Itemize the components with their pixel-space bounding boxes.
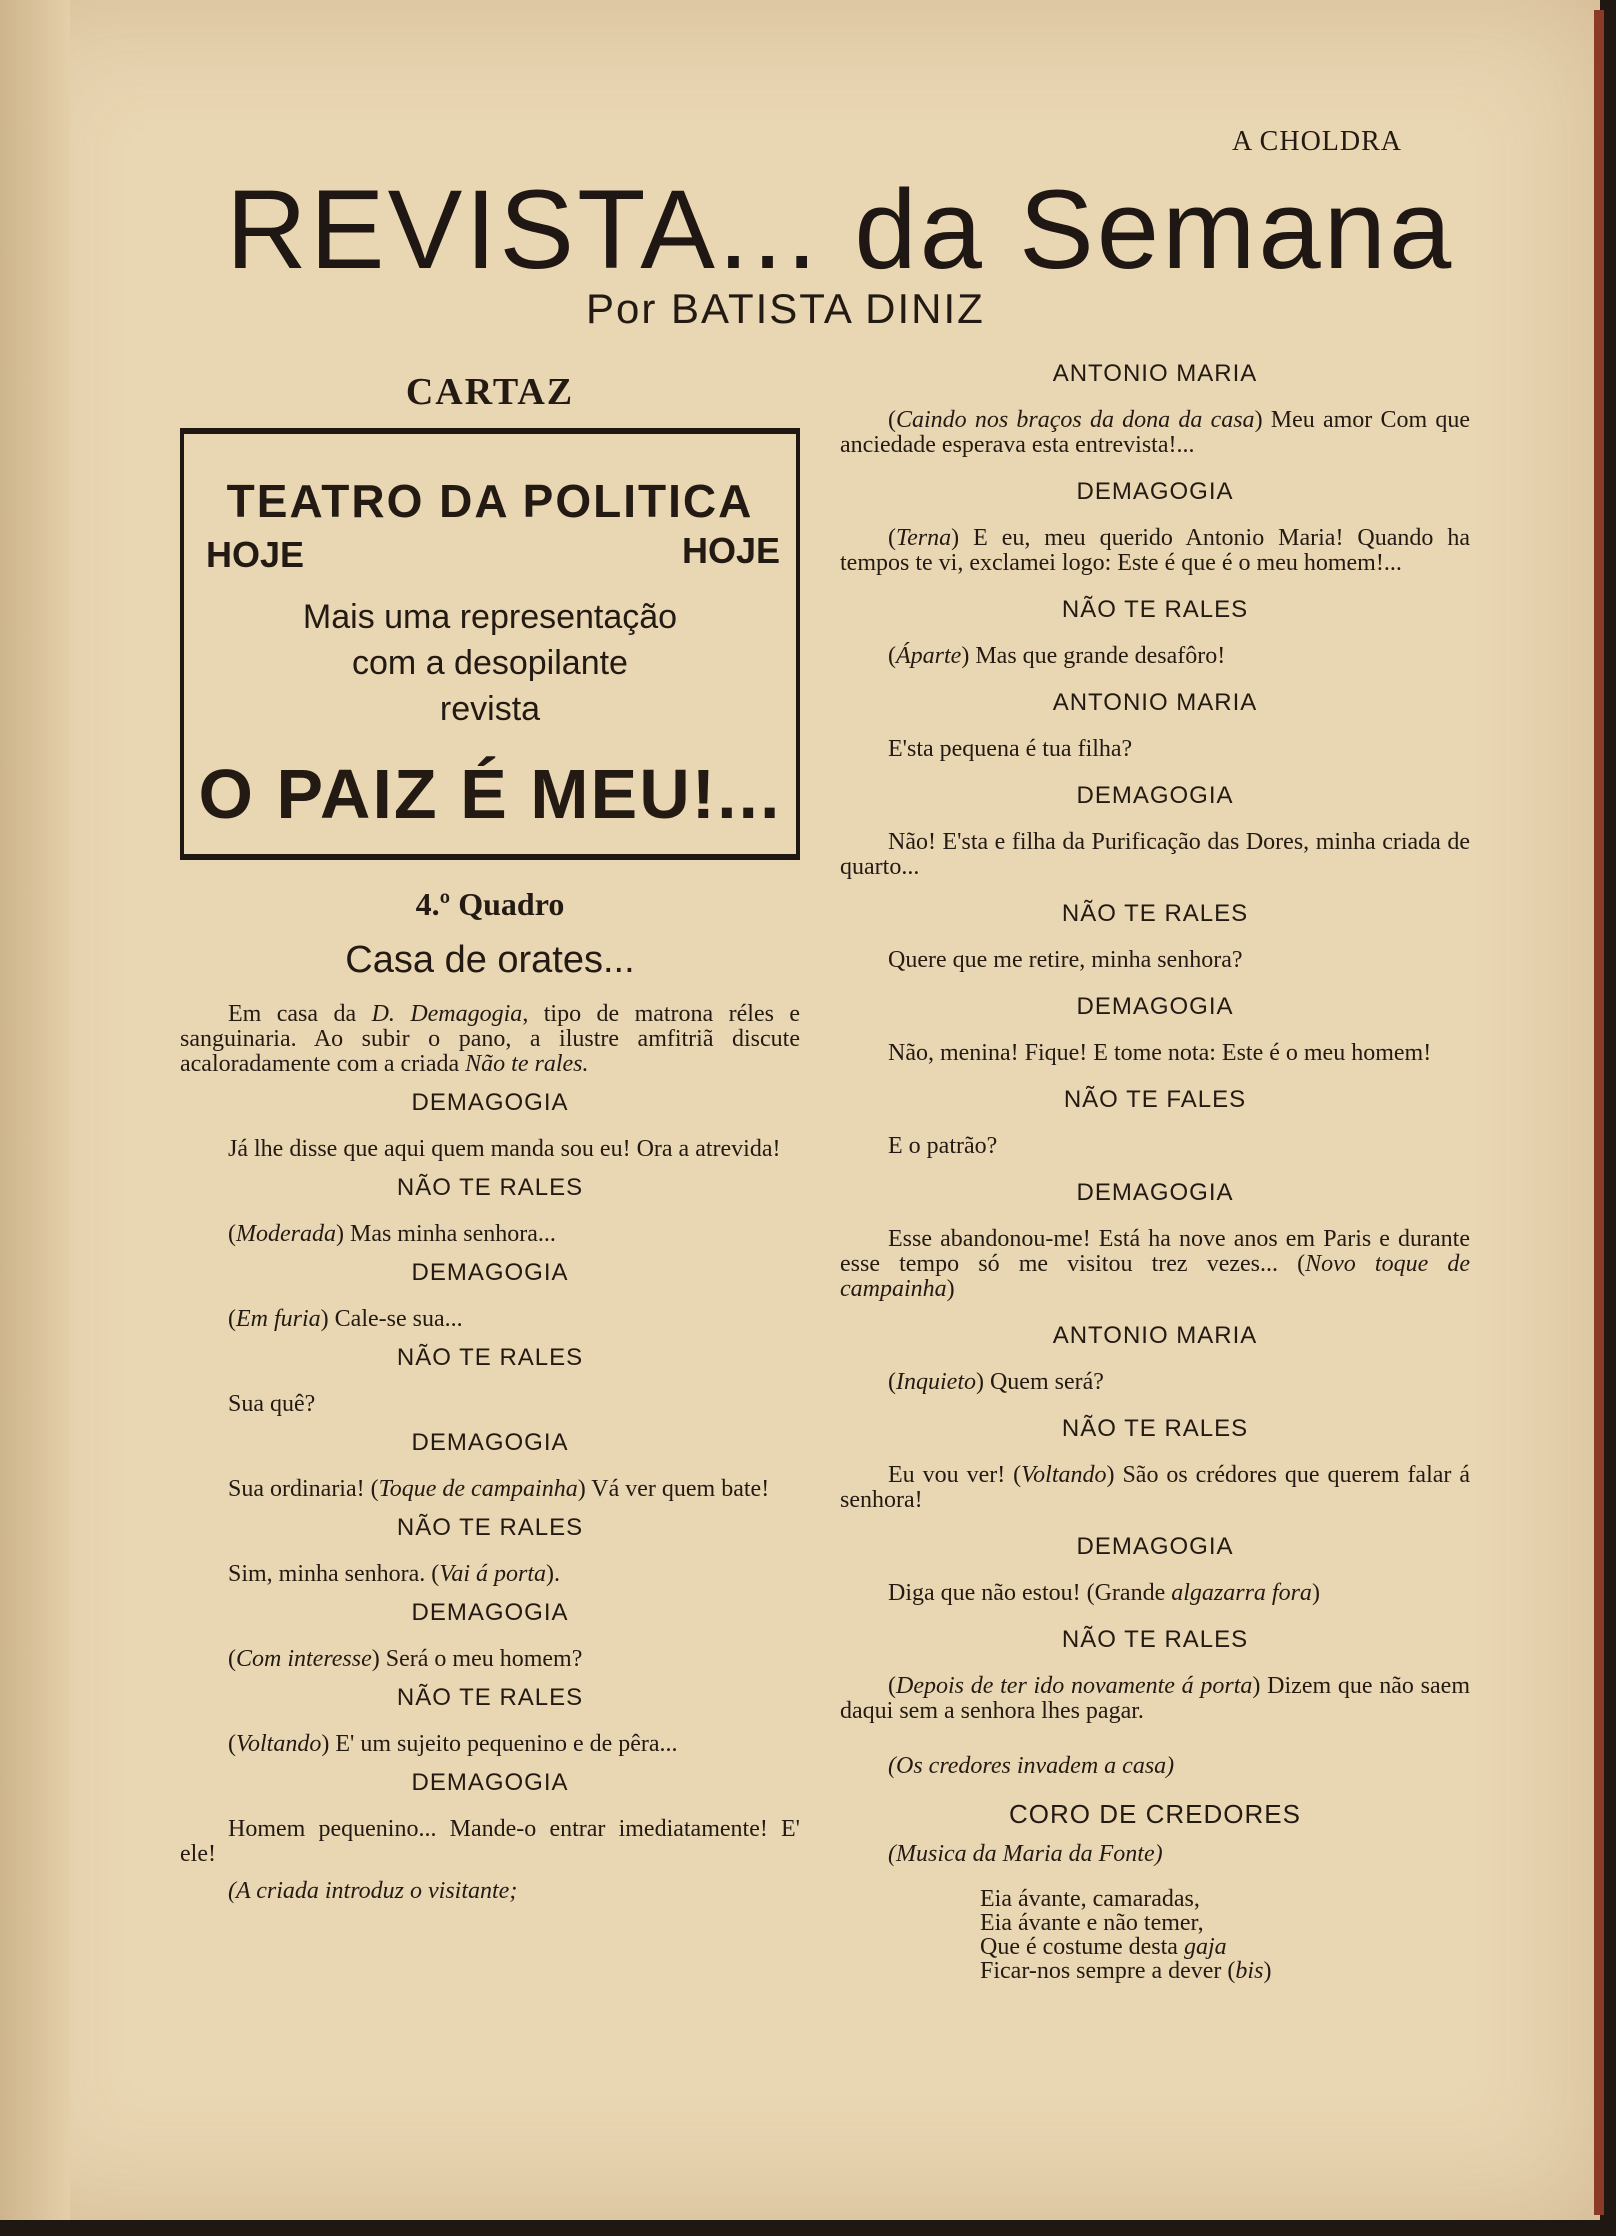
character-name: DEMAGOGIA xyxy=(1076,993,1234,1020)
poster-play-title: O PAIZ É MEU!... xyxy=(198,755,782,833)
verse-line: Ficar-nos sempre a dever (bis) xyxy=(980,1958,1272,1984)
character-name: CORO DE CREDORES xyxy=(1009,1799,1301,1829)
right-dialogue xyxy=(840,360,1470,1983)
dialogue-line: Já lhe disse que aqui quem manda sou eu! Ora a atrevida! xyxy=(228,1136,781,1162)
publication-name: A CHOLDRA xyxy=(1232,126,1403,157)
dialogue-line: (Caindo nos braços da dona da casa) Meu amor Com que anciedade esperava esta entrevista!... xyxy=(840,407,1470,458)
dialogue-line: E o patrão? xyxy=(888,1133,998,1159)
character-name: NÃO TE RALES xyxy=(396,1684,584,1711)
character-name: NÃO TE RALES xyxy=(1061,1626,1249,1653)
dialogue-line: Não, menina! Fique! E tome nota: Este é o meu homem! xyxy=(888,1040,1432,1066)
character-name: DEMAGOGIA xyxy=(411,1259,569,1286)
character-name: NÃO TE RALES xyxy=(1061,1415,1249,1442)
character-name: NÃO TE RALES xyxy=(396,1514,584,1541)
character-name: DEMAGOGIA xyxy=(1076,1179,1234,1206)
dialogue-line: (Depois de ter ido novamente á porta) Dizem que não saem daqui sem a senhora lhes pagar. xyxy=(840,1673,1470,1724)
character-name: ANTONIO MARIA xyxy=(1052,689,1258,716)
poster-today-left: HOJE xyxy=(206,534,305,575)
verse-line: Eia ávante e não temer, xyxy=(980,1910,1204,1936)
chorus-verse xyxy=(840,1887,1470,1983)
article-byline: Por BATISTA DINIZ xyxy=(586,285,985,332)
theatre-poster xyxy=(180,428,800,860)
right-column xyxy=(840,360,1470,1983)
verse-line: Que é costume desta gaja xyxy=(980,1934,1227,1960)
character-name: NÃO TE RALES xyxy=(1061,900,1249,927)
dialogue-line: Homem pequenino... Mande-o entrar imediatamente! E' ele! xyxy=(180,1816,800,1867)
dialogue-line: Sim, minha senhora. (Vai á porta). xyxy=(228,1561,560,1587)
character-name: ANTONIO MARIA xyxy=(1052,1322,1258,1349)
dialogue-line: Esse abandonou-me! Está ha nove anos em Paris e durante esse tempo só me visitou trez vezes... (Novo toque de campainha) xyxy=(840,1226,1470,1302)
music-direction: (Musica da Maria da Fonte) xyxy=(888,1841,1163,1867)
character-name: DEMAGOGIA xyxy=(1076,1533,1234,1560)
character-name: NÃO TE RALES xyxy=(396,1174,584,1201)
dialogue-line: Não! E'sta e filha da Purificação das Dores, minha criada de quarto... xyxy=(840,829,1470,880)
character-name: DEMAGOGIA xyxy=(411,1429,569,1456)
character-name: ANTONIO MARIA xyxy=(1052,360,1258,387)
dialogue-line: E'sta pequena é tua filha? xyxy=(888,736,1133,762)
dialogue-line: (Áparte) Mas que grande desafôro! xyxy=(888,643,1226,669)
character-name: DEMAGOGIA xyxy=(411,1769,569,1796)
dialogue-line: Sua ordinaria! (Toque de campainha) Vá ver quem bate! xyxy=(228,1476,770,1502)
dialogue-line: (Inquieto) Quem será? xyxy=(888,1369,1104,1395)
stage-direction: (Os credores invadem a casa) xyxy=(888,1753,1175,1779)
poster-line-2: com a desopilante xyxy=(352,644,628,682)
dialogue-line: (Em furia) Cale-se sua... xyxy=(228,1306,463,1332)
dialogue-line: Quere que me retire, minha senhora? xyxy=(888,947,1243,973)
dialogue-line: (Voltando) E' um sujeito pequenino e de pêra... xyxy=(228,1731,678,1757)
dialogue-line: Eu vou ver! (Voltando) São os crédores que querem falar á senhora! xyxy=(840,1462,1471,1513)
page-gutter xyxy=(0,0,70,2220)
character-name: DEMAGOGIA xyxy=(1076,782,1234,809)
poster-theatre-name: TEATRO DA POLITICA xyxy=(226,475,754,527)
left-column xyxy=(180,370,800,1904)
character-name: DEMAGOGIA xyxy=(411,1599,569,1626)
character-name: NÃO TE RALES xyxy=(1061,596,1249,623)
scene-title: Casa de orates... xyxy=(345,939,635,981)
dialogue-line: (Terna) E eu, meu querido Antonio Maria! Quando ha tempos te vi, exclamei logo: Este é que é o meu homem!... xyxy=(840,525,1470,576)
character-name: NÃO TE RALES xyxy=(396,1344,584,1371)
dialogue-line: (Com interesse) Será o meu homem? xyxy=(228,1646,583,1672)
cartaz-heading: CARTAZ xyxy=(405,371,575,413)
stage-direction: (A criada introduz o visitante; xyxy=(228,1878,518,1904)
poster-line-1: Mais uma representação xyxy=(302,598,678,636)
scene-number: 4.º Quadro xyxy=(415,886,565,922)
dialogue-line: (Moderada) Mas minha senhora... xyxy=(228,1221,556,1247)
scene-intro: Em casa da D. Demagogia, tipo de matrona réles e sanguinaria. Ao subir o pano, a ilustre amfitriã discute acaloradamente com a criada Não te rales. xyxy=(180,1001,801,1077)
verse-line: Eia ávante, camaradas, xyxy=(980,1886,1200,1912)
page-edge xyxy=(1594,10,1604,2215)
dialogue-line: Diga que não estou! (Grande algazarra fora) xyxy=(888,1580,1320,1606)
left-dialogue xyxy=(180,1077,800,1904)
character-name: DEMAGOGIA xyxy=(411,1089,569,1116)
poster-line-3: revista xyxy=(439,690,541,728)
dialogue-line: Sua quê? xyxy=(228,1391,316,1417)
character-name: NÃO TE FALES xyxy=(1063,1086,1247,1113)
article-title: REVISTA... da Semana xyxy=(226,167,1455,292)
poster-today-right: HOJE xyxy=(681,530,780,571)
character-name: DEMAGOGIA xyxy=(1076,478,1234,505)
